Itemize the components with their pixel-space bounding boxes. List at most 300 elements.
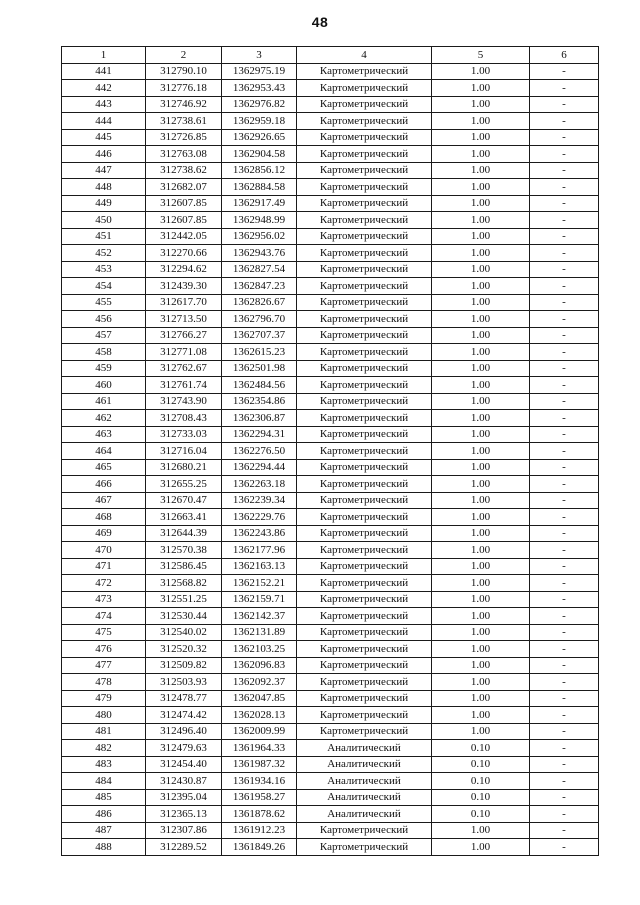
- x-coordinate-cell: 312738.61: [146, 113, 222, 130]
- point-number-cell: 444: [62, 113, 146, 130]
- accuracy-cell: 1.00: [432, 443, 530, 460]
- method-cell: Картометрический: [297, 146, 432, 163]
- accuracy-cell: 1.00: [432, 360, 530, 377]
- table-row: [62, 212, 599, 229]
- accuracy-cell: 1.00: [432, 195, 530, 212]
- table-row: [62, 575, 599, 592]
- note-cell: -: [530, 806, 599, 823]
- accuracy-cell: 1.00: [432, 674, 530, 691]
- note-cell: -: [530, 96, 599, 113]
- method-cell: Картометрический: [297, 641, 432, 658]
- accuracy-cell: 1.00: [432, 393, 530, 410]
- point-number-cell: 479: [62, 690, 146, 707]
- point-number-cell: 454: [62, 278, 146, 295]
- accuracy-cell: 1.00: [432, 657, 530, 674]
- x-coordinate-cell: 312395.04: [146, 789, 222, 806]
- x-coordinate-cell: 312551.25: [146, 591, 222, 608]
- method-cell: Картометрический: [297, 179, 432, 196]
- note-cell: -: [530, 228, 599, 245]
- accuracy-cell: 1.00: [432, 261, 530, 278]
- accuracy-cell: 1.00: [432, 80, 530, 97]
- accuracy-cell: 1.00: [432, 96, 530, 113]
- x-coordinate-cell: 312570.38: [146, 542, 222, 559]
- method-cell: Картометрический: [297, 212, 432, 229]
- point-number-cell: 465: [62, 459, 146, 476]
- note-cell: -: [530, 179, 599, 196]
- note-cell: -: [530, 278, 599, 295]
- method-cell: Картометрический: [297, 96, 432, 113]
- note-cell: -: [530, 789, 599, 806]
- x-coordinate-cell: 312726.85: [146, 129, 222, 146]
- table-row: [62, 591, 599, 608]
- table-row: [62, 608, 599, 625]
- note-cell: -: [530, 839, 599, 856]
- x-coordinate-cell: 312644.39: [146, 525, 222, 542]
- method-cell: Аналитический: [297, 773, 432, 790]
- x-coordinate-cell: 312289.52: [146, 839, 222, 856]
- method-cell: Картометрический: [297, 822, 432, 839]
- header-cell-4: 4: [297, 47, 432, 64]
- y-coordinate-cell: 1361958.27: [222, 789, 297, 806]
- x-coordinate-cell: 312746.92: [146, 96, 222, 113]
- method-cell: Картометрический: [297, 542, 432, 559]
- accuracy-cell: 1.00: [432, 228, 530, 245]
- x-coordinate-cell: 312762.67: [146, 360, 222, 377]
- x-coordinate-cell: 312430.87: [146, 773, 222, 790]
- note-cell: -: [530, 311, 599, 328]
- header-cell-1: 1: [62, 47, 146, 64]
- y-coordinate-cell: 1362856.12: [222, 162, 297, 179]
- table-row: [62, 80, 599, 97]
- method-cell: Картометрический: [297, 443, 432, 460]
- point-number-cell: 452: [62, 245, 146, 262]
- point-number-cell: 442: [62, 80, 146, 97]
- note-cell: -: [530, 245, 599, 262]
- accuracy-cell: 1.00: [432, 822, 530, 839]
- x-coordinate-cell: 312738.62: [146, 162, 222, 179]
- x-coordinate-cell: 312682.07: [146, 179, 222, 196]
- point-number-cell: 464: [62, 443, 146, 460]
- method-cell: Картометрический: [297, 509, 432, 526]
- accuracy-cell: 1.00: [432, 476, 530, 493]
- point-number-cell: 467: [62, 492, 146, 509]
- table-row: [62, 476, 599, 493]
- table-row: [62, 558, 599, 575]
- method-cell: Картометрический: [297, 608, 432, 625]
- note-cell: -: [530, 822, 599, 839]
- note-cell: -: [530, 707, 599, 724]
- x-coordinate-cell: 312617.70: [146, 294, 222, 311]
- table-row: [62, 690, 599, 707]
- accuracy-cell: 0.10: [432, 756, 530, 773]
- accuracy-cell: 1.00: [432, 525, 530, 542]
- x-coordinate-cell: 312478.77: [146, 690, 222, 707]
- method-cell: Картометрический: [297, 525, 432, 542]
- y-coordinate-cell: 1362243.86: [222, 525, 297, 542]
- point-number-cell: 453: [62, 261, 146, 278]
- table-row: [62, 624, 599, 641]
- method-cell: Картометрический: [297, 459, 432, 476]
- y-coordinate-cell: 1362847.23: [222, 278, 297, 295]
- method-cell: Картометрический: [297, 162, 432, 179]
- table-row: [62, 146, 599, 163]
- table-row: [62, 96, 599, 113]
- table-row: [62, 294, 599, 311]
- x-coordinate-cell: 312439.30: [146, 278, 222, 295]
- table-row: [62, 179, 599, 196]
- accuracy-cell: 1.00: [432, 278, 530, 295]
- x-coordinate-cell: 312607.85: [146, 212, 222, 229]
- note-cell: -: [530, 443, 599, 460]
- note-cell: -: [530, 608, 599, 625]
- point-number-cell: 469: [62, 525, 146, 542]
- table-row: [62, 657, 599, 674]
- point-number-cell: 471: [62, 558, 146, 575]
- method-cell: Картометрический: [297, 492, 432, 509]
- note-cell: -: [530, 129, 599, 146]
- x-coordinate-cell: 312708.43: [146, 410, 222, 427]
- method-cell: Картометрический: [297, 360, 432, 377]
- note-cell: -: [530, 426, 599, 443]
- x-coordinate-cell: 312655.25: [146, 476, 222, 493]
- table-row: [62, 707, 599, 724]
- point-number-cell: 486: [62, 806, 146, 823]
- table-row: [62, 311, 599, 328]
- accuracy-cell: 1.00: [432, 146, 530, 163]
- y-coordinate-cell: 1362959.18: [222, 113, 297, 130]
- method-cell: Картометрический: [297, 426, 432, 443]
- note-cell: -: [530, 740, 599, 757]
- header-cell-5: 5: [432, 47, 530, 64]
- method-cell: Картометрический: [297, 113, 432, 130]
- note-cell: -: [530, 294, 599, 311]
- point-number-cell: 478: [62, 674, 146, 691]
- y-coordinate-cell: 1362103.25: [222, 641, 297, 658]
- x-coordinate-cell: 312670.47: [146, 492, 222, 509]
- accuracy-cell: 1.00: [432, 113, 530, 130]
- note-cell: -: [530, 327, 599, 344]
- table-row: [62, 789, 599, 806]
- point-number-cell: 466: [62, 476, 146, 493]
- note-cell: -: [530, 542, 599, 559]
- y-coordinate-cell: 1362159.71: [222, 591, 297, 608]
- y-coordinate-cell: 1362976.82: [222, 96, 297, 113]
- x-coordinate-cell: 312442.05: [146, 228, 222, 245]
- accuracy-cell: 1.00: [432, 641, 530, 658]
- table-row: [62, 525, 599, 542]
- note-cell: -: [530, 63, 599, 80]
- y-coordinate-cell: 1362827.54: [222, 261, 297, 278]
- y-coordinate-cell: 1361878.62: [222, 806, 297, 823]
- accuracy-cell: 1.00: [432, 311, 530, 328]
- point-number-cell: 460: [62, 377, 146, 394]
- accuracy-cell: 1.00: [432, 410, 530, 427]
- point-number-cell: 468: [62, 509, 146, 526]
- table-row: [62, 410, 599, 427]
- note-cell: -: [530, 476, 599, 493]
- method-cell: Картометрический: [297, 80, 432, 97]
- point-number-cell: 487: [62, 822, 146, 839]
- accuracy-cell: 1.00: [432, 542, 530, 559]
- header-cell-3: 3: [222, 47, 297, 64]
- y-coordinate-cell: 1362239.34: [222, 492, 297, 509]
- y-coordinate-cell: 1362501.98: [222, 360, 297, 377]
- x-coordinate-cell: 312716.04: [146, 443, 222, 460]
- method-cell: Картометрический: [297, 674, 432, 691]
- method-cell: Картометрический: [297, 624, 432, 641]
- y-coordinate-cell: 1361987.32: [222, 756, 297, 773]
- y-coordinate-cell: 1362884.58: [222, 179, 297, 196]
- method-cell: Картометрический: [297, 327, 432, 344]
- point-number-cell: 470: [62, 542, 146, 559]
- table-row: [62, 839, 599, 856]
- x-coordinate-cell: 312761.74: [146, 377, 222, 394]
- point-number-cell: 462: [62, 410, 146, 427]
- accuracy-cell: 1.00: [432, 426, 530, 443]
- method-cell: Картометрический: [297, 410, 432, 427]
- y-coordinate-cell: 1362152.21: [222, 575, 297, 592]
- y-coordinate-cell: 1362306.87: [222, 410, 297, 427]
- accuracy-cell: 1.00: [432, 558, 530, 575]
- table-row: [62, 641, 599, 658]
- y-coordinate-cell: 1362131.89: [222, 624, 297, 641]
- note-cell: -: [530, 690, 599, 707]
- accuracy-cell: 1.00: [432, 294, 530, 311]
- accuracy-cell: 0.10: [432, 806, 530, 823]
- note-cell: -: [530, 509, 599, 526]
- y-coordinate-cell: 1362294.44: [222, 459, 297, 476]
- y-coordinate-cell: 1362229.76: [222, 509, 297, 526]
- x-coordinate-cell: 312530.44: [146, 608, 222, 625]
- method-cell: Картометрический: [297, 591, 432, 608]
- note-cell: -: [530, 773, 599, 790]
- table-row: [62, 344, 599, 361]
- point-number-cell: 480: [62, 707, 146, 724]
- accuracy-cell: 1.00: [432, 690, 530, 707]
- method-cell: Картометрический: [297, 723, 432, 740]
- table-row: [62, 360, 599, 377]
- point-number-cell: 449: [62, 195, 146, 212]
- table-row: [62, 542, 599, 559]
- table-row: [62, 674, 599, 691]
- y-coordinate-cell: 1362294.31: [222, 426, 297, 443]
- note-cell: -: [530, 146, 599, 163]
- accuracy-cell: 1.00: [432, 608, 530, 625]
- method-cell: Картометрический: [297, 311, 432, 328]
- y-coordinate-cell: 1362796.70: [222, 311, 297, 328]
- x-coordinate-cell: 312776.18: [146, 80, 222, 97]
- x-coordinate-cell: 312586.45: [146, 558, 222, 575]
- table-row: [62, 393, 599, 410]
- table-row: [62, 426, 599, 443]
- y-coordinate-cell: 1361849.26: [222, 839, 297, 856]
- note-cell: -: [530, 558, 599, 575]
- y-coordinate-cell: 1362943.76: [222, 245, 297, 262]
- point-number-cell: 441: [62, 63, 146, 80]
- x-coordinate-cell: 312474.42: [146, 707, 222, 724]
- point-number-cell: 451: [62, 228, 146, 245]
- note-cell: -: [530, 459, 599, 476]
- method-cell: Картометрический: [297, 261, 432, 278]
- point-number-cell: 472: [62, 575, 146, 592]
- point-number-cell: 483: [62, 756, 146, 773]
- note-cell: -: [530, 657, 599, 674]
- accuracy-cell: 1.00: [432, 162, 530, 179]
- point-number-cell: 476: [62, 641, 146, 658]
- x-coordinate-cell: 312663.41: [146, 509, 222, 526]
- note-cell: -: [530, 674, 599, 691]
- method-cell: Картометрический: [297, 129, 432, 146]
- table-row: [62, 63, 599, 80]
- y-coordinate-cell: 1362953.43: [222, 80, 297, 97]
- accuracy-cell: 1.00: [432, 839, 530, 856]
- method-cell: Картометрический: [297, 558, 432, 575]
- point-number-cell: 458: [62, 344, 146, 361]
- accuracy-cell: 1.00: [432, 212, 530, 229]
- accuracy-cell: 1.00: [432, 129, 530, 146]
- y-coordinate-cell: 1362826.67: [222, 294, 297, 311]
- header-cell-2: 2: [146, 47, 222, 64]
- x-coordinate-cell: 312743.90: [146, 393, 222, 410]
- method-cell: Картометрический: [297, 377, 432, 394]
- point-number-cell: 473: [62, 591, 146, 608]
- x-coordinate-cell: 312540.02: [146, 624, 222, 641]
- accuracy-cell: 0.10: [432, 740, 530, 757]
- method-cell: Картометрический: [297, 707, 432, 724]
- table-row: [62, 327, 599, 344]
- y-coordinate-cell: 1362096.83: [222, 657, 297, 674]
- point-number-cell: 445: [62, 129, 146, 146]
- table-row: [62, 195, 599, 212]
- method-cell: Картометрический: [297, 294, 432, 311]
- y-coordinate-cell: 1361912.23: [222, 822, 297, 839]
- coordinates-table: [61, 46, 599, 856]
- method-cell: Картометрический: [297, 195, 432, 212]
- accuracy-cell: 1.00: [432, 723, 530, 740]
- method-cell: Картометрический: [297, 278, 432, 295]
- table-row: [62, 459, 599, 476]
- accuracy-cell: 1.00: [432, 707, 530, 724]
- y-coordinate-cell: 1362047.85: [222, 690, 297, 707]
- y-coordinate-cell: 1362707.37: [222, 327, 297, 344]
- page-number: 48: [311, 14, 329, 30]
- note-cell: -: [530, 723, 599, 740]
- x-coordinate-cell: 312509.82: [146, 657, 222, 674]
- point-number-cell: 461: [62, 393, 146, 410]
- table-body: [62, 63, 599, 855]
- accuracy-cell: 1.00: [432, 624, 530, 641]
- note-cell: -: [530, 360, 599, 377]
- note-cell: -: [530, 80, 599, 97]
- point-number-cell: 474: [62, 608, 146, 625]
- y-coordinate-cell: 1362615.23: [222, 344, 297, 361]
- x-coordinate-cell: 312607.85: [146, 195, 222, 212]
- method-cell: Картометрический: [297, 245, 432, 262]
- y-coordinate-cell: 1362092.37: [222, 674, 297, 691]
- method-cell: Картометрический: [297, 839, 432, 856]
- note-cell: -: [530, 525, 599, 542]
- y-coordinate-cell: 1361964.33: [222, 740, 297, 757]
- method-cell: Аналитический: [297, 806, 432, 823]
- note-cell: -: [530, 756, 599, 773]
- y-coordinate-cell: 1362009.99: [222, 723, 297, 740]
- accuracy-cell: 1.00: [432, 245, 530, 262]
- x-coordinate-cell: 312270.66: [146, 245, 222, 262]
- y-coordinate-cell: 1362276.50: [222, 443, 297, 460]
- y-coordinate-cell: 1362163.13: [222, 558, 297, 575]
- method-cell: Картометрический: [297, 690, 432, 707]
- y-coordinate-cell: 1362904.58: [222, 146, 297, 163]
- method-cell: Картометрический: [297, 63, 432, 80]
- point-number-cell: 457: [62, 327, 146, 344]
- table-row: [62, 278, 599, 295]
- note-cell: -: [530, 261, 599, 278]
- x-coordinate-cell: 312365.13: [146, 806, 222, 823]
- note-cell: -: [530, 212, 599, 229]
- method-cell: Аналитический: [297, 756, 432, 773]
- method-cell: Картометрический: [297, 476, 432, 493]
- y-coordinate-cell: 1362354.86: [222, 393, 297, 410]
- table-row: [62, 822, 599, 839]
- accuracy-cell: 1.00: [432, 179, 530, 196]
- accuracy-cell: 1.00: [432, 575, 530, 592]
- table-row: [62, 756, 599, 773]
- method-cell: Картометрический: [297, 344, 432, 361]
- method-cell: Картометрический: [297, 393, 432, 410]
- table-row: [62, 492, 599, 509]
- y-coordinate-cell: 1362948.99: [222, 212, 297, 229]
- x-coordinate-cell: 312766.27: [146, 327, 222, 344]
- point-number-cell: 475: [62, 624, 146, 641]
- point-number-cell: 456: [62, 311, 146, 328]
- table-row: [62, 773, 599, 790]
- table-row: [62, 261, 599, 278]
- point-number-cell: 488: [62, 839, 146, 856]
- table-header: [62, 47, 599, 64]
- point-number-cell: 481: [62, 723, 146, 740]
- accuracy-cell: 1.00: [432, 377, 530, 394]
- accuracy-cell: 1.00: [432, 509, 530, 526]
- accuracy-cell: 1.00: [432, 344, 530, 361]
- point-number-cell: 484: [62, 773, 146, 790]
- x-coordinate-cell: 312763.08: [146, 146, 222, 163]
- y-coordinate-cell: 1361934.16: [222, 773, 297, 790]
- x-coordinate-cell: 312479.63: [146, 740, 222, 757]
- x-coordinate-cell: 312503.93: [146, 674, 222, 691]
- point-number-cell: 443: [62, 96, 146, 113]
- table-row: [62, 129, 599, 146]
- x-coordinate-cell: 312307.86: [146, 822, 222, 839]
- table-row: [62, 806, 599, 823]
- method-cell: Картометрический: [297, 575, 432, 592]
- note-cell: -: [530, 113, 599, 130]
- method-cell: Аналитический: [297, 740, 432, 757]
- point-number-cell: 447: [62, 162, 146, 179]
- x-coordinate-cell: 312496.40: [146, 723, 222, 740]
- y-coordinate-cell: 1362956.02: [222, 228, 297, 245]
- table-row: [62, 245, 599, 262]
- accuracy-cell: 1.00: [432, 327, 530, 344]
- method-cell: Картометрический: [297, 228, 432, 245]
- note-cell: -: [530, 641, 599, 658]
- note-cell: -: [530, 492, 599, 509]
- table-row: [62, 228, 599, 245]
- note-cell: -: [530, 162, 599, 179]
- point-number-cell: 446: [62, 146, 146, 163]
- point-number-cell: 459: [62, 360, 146, 377]
- note-cell: -: [530, 195, 599, 212]
- accuracy-cell: 1.00: [432, 459, 530, 476]
